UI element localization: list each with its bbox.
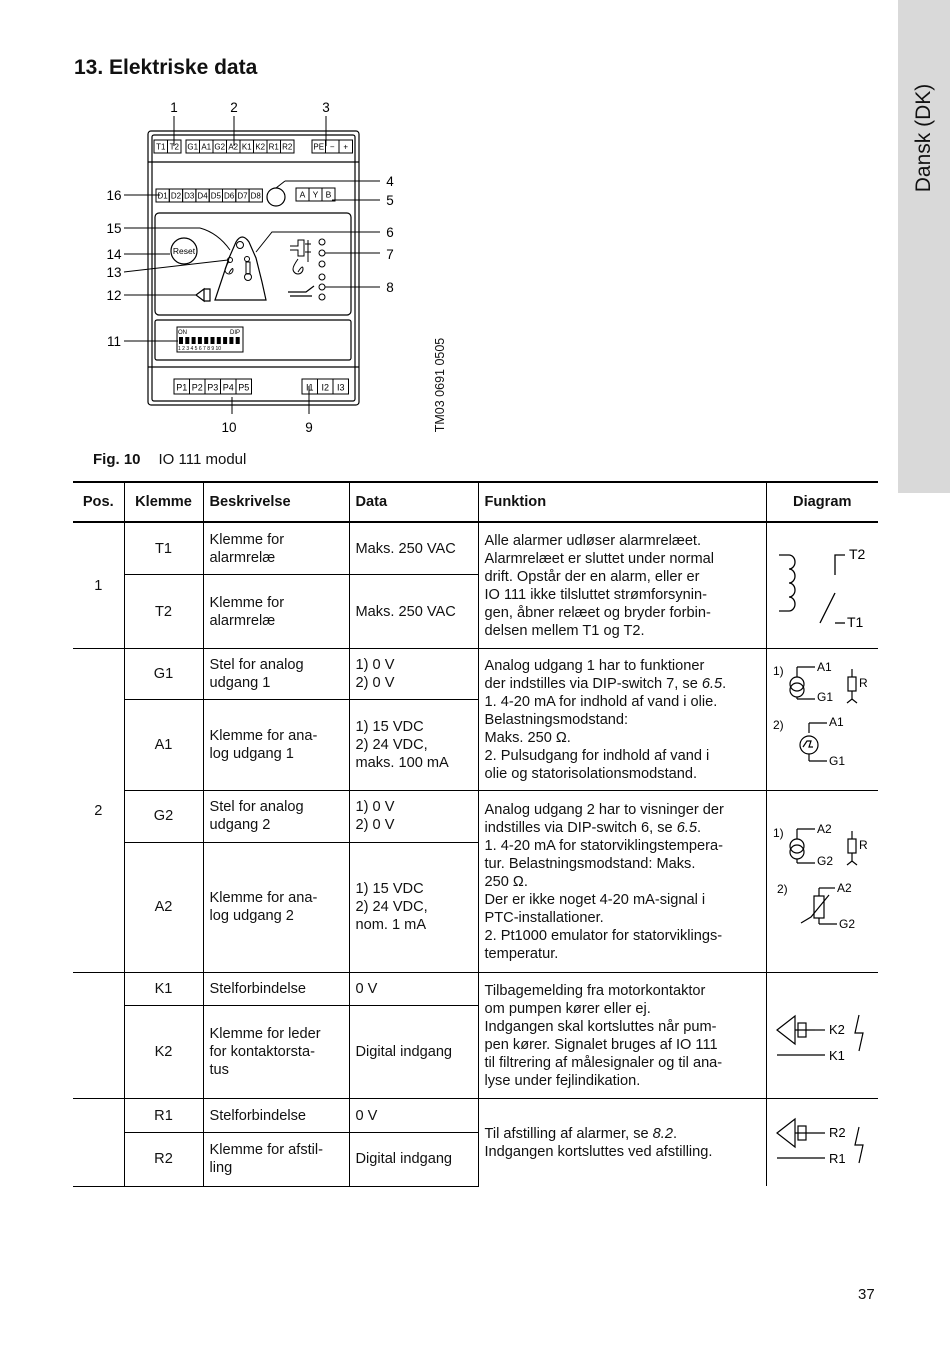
callout-11: 11 — [106, 334, 122, 349]
terminal-label: D5 — [210, 191, 221, 201]
terminal-label: P2 — [191, 382, 203, 393]
callout-10: 10 — [221, 420, 237, 435]
svg-text:A1: A1 — [816, 660, 832, 674]
callout-12: 12 — [106, 288, 122, 303]
beskrivelse-cell: Klemme for alarmrelæ — [203, 522, 349, 575]
svg-text:ON: ON — [178, 330, 187, 336]
buzzer-icon — [196, 289, 210, 301]
funktion-cell: Analog udgang 1 har to funktioner der indstilles via DIP-switch 7, se 6.5. 1. 4-20 mA for indhold af vand i olie. Belastningsmodstand: Maks. 250 Ω. 2. Pulsudgang for indhold af vand i olie og statorisolationsmodstand. — [478, 649, 766, 791]
language-tab-label: Dansk (DK) — [912, 83, 935, 193]
terminal-label: I3 — [336, 382, 345, 393]
callout-16: 16 — [106, 188, 122, 203]
oil-can-icon — [288, 286, 314, 296]
terminal-label: D3 — [184, 191, 195, 201]
beskrivelse-cell: Klemme for ana- log udgang 1 — [203, 699, 349, 790]
svg-text:G1: G1 — [816, 690, 833, 704]
dip-key — [185, 337, 189, 344]
data-cell: 1) 0 V 2) 0 V — [349, 791, 478, 843]
relay-diagram — [767, 523, 878, 643]
klemme-cell: G1 — [124, 649, 203, 700]
funktion-cell: Til afstilling af alarmer, se 8.2. Indgangen kortsluttes ved afstilling. — [478, 1099, 766, 1187]
klemme-cell: T2 — [124, 575, 203, 649]
callout-6: 6 — [386, 225, 394, 240]
alarm-symbol-icon — [215, 237, 266, 300]
beskrivelse-cell: Klemme for alarmrelæ — [203, 575, 349, 649]
terminal-label: I1 — [305, 382, 314, 393]
analog-output-2-diagram — [767, 791, 878, 967]
dip-key — [198, 337, 202, 344]
pos-cell: 1 — [94, 577, 103, 594]
oil-drop-icon — [293, 259, 303, 274]
beskrivelse-cell: Stel for analog udgang 1 — [203, 649, 349, 700]
callout-15: 15 — [106, 221, 122, 236]
svg-text:A1: A1 — [828, 715, 844, 729]
diagram-cell — [766, 791, 878, 973]
svg-text:1): 1) — [772, 826, 784, 840]
data-cell: 0 V — [349, 973, 478, 1006]
terminal-label: P4 — [222, 382, 234, 393]
svg-text:2): 2) — [776, 882, 788, 896]
terminal-label: K2 — [255, 142, 266, 152]
klemme-cell: R1 — [124, 1099, 203, 1133]
callout-2: 2 — [230, 100, 238, 115]
terminal-label: PE — [313, 142, 325, 152]
header-pos: Pos. — [73, 482, 124, 522]
figure-label: Fig. 10 — [93, 451, 141, 468]
terminal-label: P1 — [176, 382, 188, 393]
svg-text:R1: R1 — [828, 1151, 846, 1166]
water-drop-icon — [225, 261, 233, 274]
thermometer-icon — [246, 262, 250, 274]
dip-key — [192, 337, 196, 344]
table-row — [73, 1099, 878, 1133]
terminal-label: A1 — [201, 142, 212, 152]
ayb-terminal-strip — [296, 188, 335, 201]
callout-4: 4 — [386, 174, 394, 189]
svg-text:T2: T2 — [848, 546, 865, 562]
table-row — [73, 522, 878, 575]
top-terminal-strip — [154, 140, 353, 153]
header-funktion: Funktion — [478, 482, 766, 522]
dip-key — [211, 337, 215, 344]
terminal-label: G1 — [187, 142, 199, 152]
header-diagram: Diagram — [766, 482, 878, 522]
klemme-cell: K1 — [124, 973, 203, 1006]
svg-text:A2: A2 — [816, 822, 832, 836]
dip-switch — [177, 327, 243, 352]
klemme-cell: T1 — [124, 522, 203, 575]
terminal-label: P5 — [238, 382, 250, 393]
beskrivelse-cell: Stelforbindelse — [203, 1099, 349, 1133]
svg-text:A2: A2 — [836, 881, 852, 895]
beskrivelse-cell: Klemme for ana- log udgang 2 — [203, 842, 349, 972]
klemme-cell: A1 — [124, 699, 203, 790]
svg-text:R2: R2 — [828, 1125, 846, 1140]
pos-cell: 2 — [73, 649, 124, 973]
figure-code: TM03 0691 0505 — [433, 337, 447, 433]
callout-8: 8 — [386, 280, 394, 295]
header-data: Data — [349, 482, 478, 522]
svg-text:2): 2) — [772, 718, 784, 732]
callout-7: 7 — [386, 247, 394, 262]
diagram-cell — [766, 649, 878, 791]
figure-caption — [93, 451, 246, 468]
reset-input-diagram — [767, 1099, 878, 1181]
klemme-cell: A2 — [124, 842, 203, 972]
svg-text:K2: K2 — [828, 1022, 845, 1037]
terminal-label: D2 — [170, 191, 182, 201]
funktion-cell: Tilbagemelding fra motorkontaktor om pumpen kører eller ej. Indgangen skal kortsluttes når pum- pen kører. Signalet bruges af IO 111 til filtrering af målesignaler og til ana- lyse under fejlindikation. — [478, 973, 766, 1099]
analog-output-1-diagram — [767, 649, 878, 785]
table-row — [73, 791, 878, 843]
beskrivelse-cell: Klemme for afstil- ling — [203, 1133, 349, 1186]
terminal-label: A — [299, 189, 306, 200]
callout-9: 9 — [305, 420, 313, 435]
terminal-label: R1 — [268, 142, 279, 152]
table-header-row — [73, 482, 878, 522]
dip-key — [236, 337, 240, 344]
dip-key — [229, 337, 233, 344]
dip-key — [223, 337, 227, 344]
svg-text:R: R — [858, 838, 868, 852]
terminal-label: D7 — [237, 191, 248, 201]
display-circle — [267, 188, 285, 206]
figure-caption-text: IO 111 modul — [158, 451, 247, 468]
beskrivelse-cell: Stel for analog udgang 2 — [203, 791, 349, 843]
terminal-label: D6 — [224, 191, 235, 201]
diagram-cell — [766, 522, 878, 649]
svg-text:R: R — [858, 676, 868, 690]
svg-text:1): 1) — [772, 664, 784, 678]
callout-5: 5 — [386, 193, 394, 208]
klemme-cell: G2 — [124, 791, 203, 843]
terminal-label: D4 — [197, 191, 208, 201]
reset-label: Reset — [172, 246, 196, 256]
terminal-label: D1 — [157, 191, 168, 201]
svg-text:G2: G2 — [816, 854, 833, 868]
dip-key — [204, 337, 208, 344]
beskrivelse-cell: Klemme for leder for kontaktorsta- tus — [203, 1006, 349, 1099]
table-row — [73, 973, 878, 1006]
dip-key — [217, 337, 221, 344]
svg-text:G2: G2 — [838, 917, 855, 931]
terminal-label: R2 — [282, 142, 293, 152]
indicator-leds — [319, 239, 325, 300]
data-cell: 1) 0 V 2) 0 V — [349, 649, 478, 700]
terminal-label: Y — [312, 189, 319, 200]
terminal-label: T2 — [169, 142, 179, 152]
funktion-cell: Alle alarmer udløser alarmrelæet. Alarmrelæet er sluttet under normal drift. Opstår der en alarm, eller er IO 111 ikke tilsluttet strømforsynin- gen, åbner relæet og bryder forbin- delsen mellem T1 og T2. — [478, 522, 766, 649]
svg-text:T1: T1 — [846, 614, 863, 630]
svg-text:1 2 3 4 5 6 7 8 9 10: 1 2 3 4 5 6 7 8 9 10 — [178, 346, 222, 352]
terminal-label: B — [325, 189, 332, 200]
klemme-cell: K2 — [124, 1006, 203, 1099]
svg-text:G1: G1 — [828, 754, 845, 768]
header-beskrivelse: Beskrivelse — [203, 482, 349, 522]
callout-3: 3 — [322, 100, 330, 115]
data-cell: 1) 15 VDC 2) 24 VDC, nom. 1 mA — [349, 842, 478, 972]
data-cell: Digital indgang — [349, 1133, 478, 1186]
svg-text:K1: K1 — [828, 1048, 845, 1063]
funktion-cell: Analog udgang 2 har to visninger der indstilles via DIP-switch 6, se 6.5. 1. 4-20 mA for statorviklingstempera- tur. Belastningsmodstand: Maks. 250 Ω. Der er ikke noget 4-20 mA-signal i PTC-installationer. 2. Pt1000 emulator for statorviklings- temperatur. — [478, 791, 766, 973]
terminal-label: P3 — [207, 382, 219, 393]
diagram-cell — [766, 973, 878, 1099]
electrical-data-table — [73, 481, 878, 1187]
svg-text:DIP: DIP — [230, 330, 241, 336]
klemme-cell: R2 — [124, 1133, 203, 1186]
terminal-label: T1 — [156, 142, 166, 152]
contactor-input-diagram — [767, 973, 878, 1093]
callout-14: 14 — [106, 247, 122, 262]
section-title: 13. Elektriske data — [74, 56, 258, 79]
terminal-label: − — [329, 142, 335, 152]
diagram-cell — [766, 1099, 878, 1187]
beskrivelse-cell: Stelforbindelse — [203, 973, 349, 1006]
data-cell: Maks. 250 VAC — [349, 575, 478, 649]
data-cell: Digital indgang — [349, 1006, 478, 1099]
callout-1: 1 — [170, 100, 178, 115]
terminal-label: G2 — [214, 142, 226, 152]
language-tab — [898, 0, 950, 493]
header-klemme: Klemme — [124, 482, 203, 522]
io111-module-figure — [95, 95, 405, 440]
dip-key — [179, 337, 183, 344]
terminal-label: A2 — [228, 142, 239, 152]
terminal-label: + — [343, 142, 349, 152]
data-cell: 1) 15 VDC 2) 24 VDC, maks. 100 mA — [349, 699, 478, 790]
terminal-label: K1 — [241, 142, 252, 152]
data-cell: Maks. 250 VAC — [349, 522, 478, 575]
page-number: 37 — [858, 1286, 875, 1303]
p-terminal-strip — [174, 379, 252, 394]
motor-winding-icon — [290, 240, 311, 262]
terminal-label: D8 — [250, 191, 261, 201]
table-row — [73, 649, 878, 700]
terminal-label: I2 — [321, 382, 330, 393]
d-terminal-strip — [156, 189, 262, 202]
data-cell: 0 V — [349, 1099, 478, 1133]
callout-13: 13 — [106, 265, 122, 280]
